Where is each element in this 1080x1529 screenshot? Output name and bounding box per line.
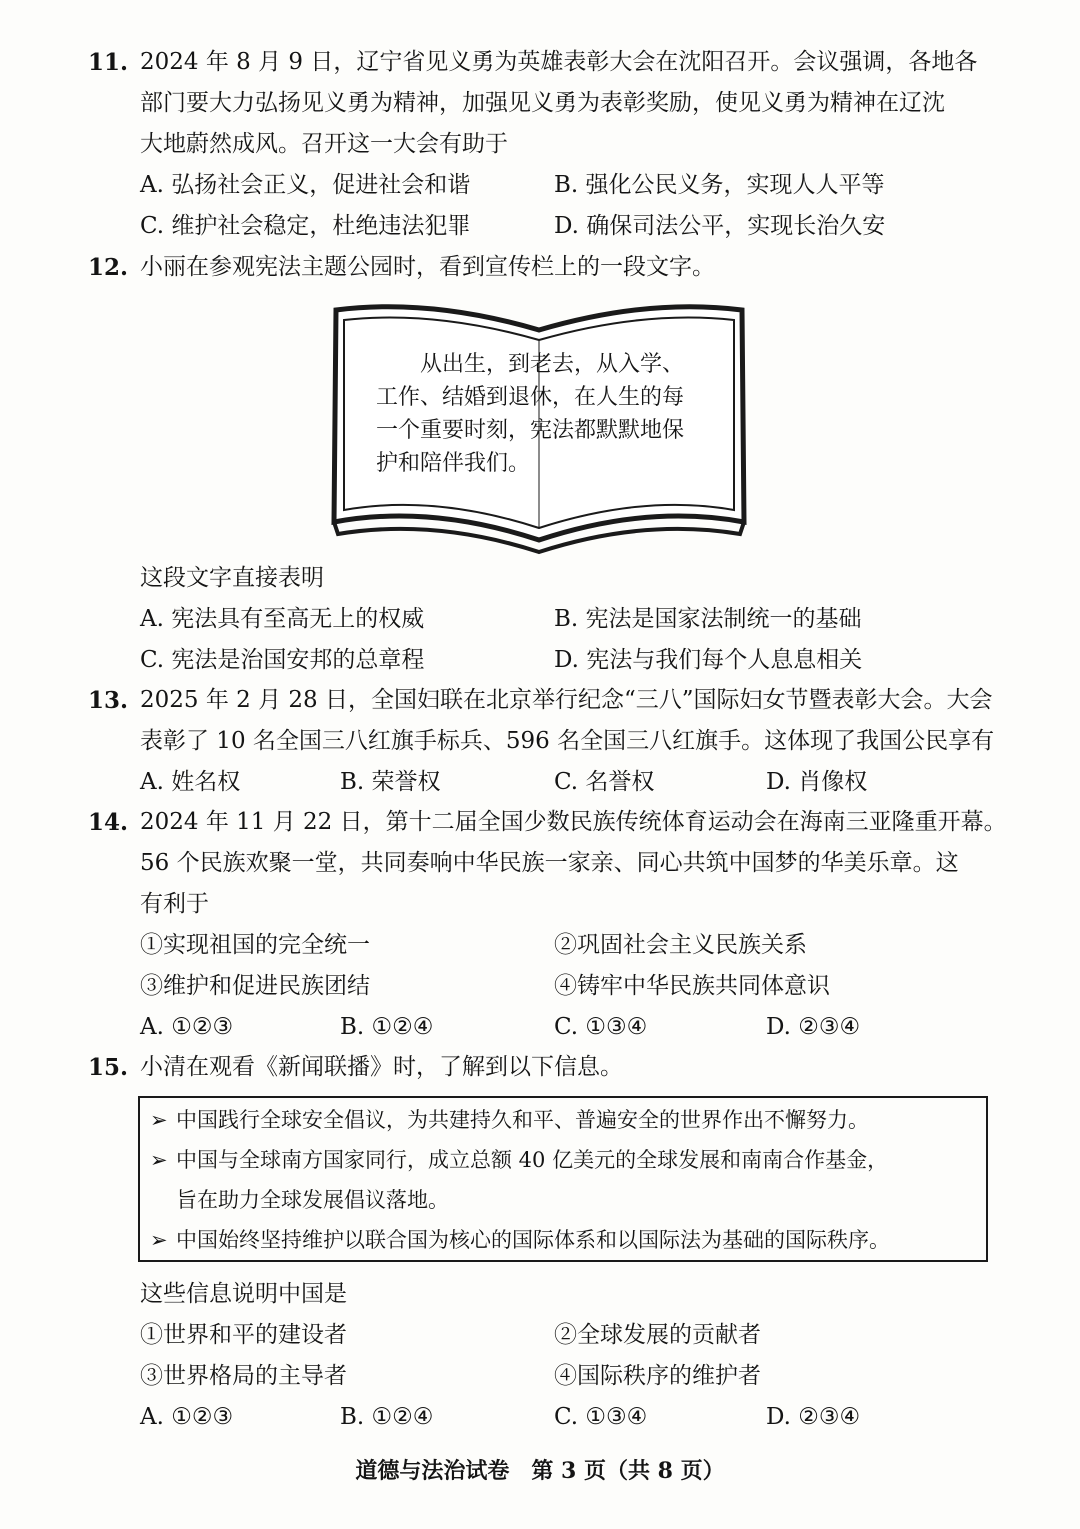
stem-line: 小丽在参观宪法主题公园时，看到宣传栏上的一段文字。 [140, 254, 715, 280]
stem-line: 2025 年 2 月 28 日，全国妇联在北京举行纪念“三八”国际妇女节暨表彰大会。大会 [140, 687, 993, 713]
option-a[interactable]: A. 姓名权 [140, 769, 241, 795]
stem-line: 这段文字直接表明 [140, 565, 324, 591]
option-b[interactable]: B. 强化公民义务，实现人人平等 [554, 172, 885, 198]
question-stem [140, 42, 1008, 165]
stem-line: 部门要大力弘扬见义勇为精神，加强见义勇为表彰奖励，使见义勇为精神在辽沈 [140, 90, 945, 116]
option-b[interactable]: B. ①②④ [340, 1014, 434, 1040]
question-number: 15. [88, 1054, 129, 1081]
arrow-bullet-icon: ➢ [150, 1148, 168, 1172]
option-b[interactable]: B. ①②④ [340, 1404, 434, 1430]
question-14 [88, 802, 1008, 1048]
quote-line: 护和陪伴我们。 [376, 451, 531, 476]
option-c[interactable]: C. ①③④ [554, 1404, 648, 1430]
option-c[interactable]: C. 名誉权 [554, 769, 655, 795]
question-11 [88, 42, 1008, 247]
question-number: 11. [88, 49, 129, 76]
stem-line: 56 个民族欢聚一堂，共同奏响中华民族一家亲、同心共筑中国梦的华美乐章。这 [140, 850, 959, 876]
question-number: 12. [88, 254, 129, 281]
quote-line: 工作、结婚到退休，在人生的每 [376, 385, 685, 410]
stem-line: 有利于 [140, 891, 209, 917]
question-12 [88, 247, 1008, 288]
quote-line: 从出生，到老去，从入学、 [376, 352, 685, 377]
statement-1: ①世界和平的建设者 [140, 1322, 347, 1348]
statement-3: ③世界格局的主导者 [140, 1363, 347, 1389]
option-b[interactable]: B. 宪法是国家法制统一的基础 [554, 606, 862, 632]
news-info-box [138, 1096, 988, 1262]
option-b[interactable]: B. 荣誉权 [340, 769, 441, 795]
info-line: 中国与全球南方国家同行，成立总额 40 亿美元的全球发展和南南合作基金， [176, 1148, 889, 1172]
stem-line: 大地蔚然成风。召开这一大会有助于 [140, 131, 508, 157]
arrow-bullet-icon: ➢ [150, 1228, 168, 1252]
options [140, 762, 1008, 803]
stem-line: 2024 年 8 月 9 日，辽宁省见义勇为英雄表彰大会在沈阳召开。会议强调，各地各 [140, 49, 978, 75]
stem-line: 表彰了 10 名全国三八红旗手标兵、596 名全国三八红旗手。这体现了我国公民享有 [140, 728, 995, 754]
stem-line: 2024 年 11 月 22 日，第十二届全国少数民族传统体育运动会在海南三亚隆重开幕。 [140, 809, 1007, 835]
option-d[interactable]: D. ②③④ [766, 1404, 861, 1430]
option-a[interactable]: A. ①②③ [140, 1404, 234, 1430]
option-a[interactable]: A. 弘扬社会正义，促进社会和谐 [140, 172, 471, 198]
option-d[interactable]: D. 确保司法公平，实现长治久安 [554, 213, 886, 239]
info-line: 中国践行全球安全倡议，为共建持久和平、普遍安全的世界作出不懈努力。 [176, 1108, 869, 1132]
statement-1: ①实现祖国的完全统一 [140, 932, 370, 958]
book-quote [376, 348, 710, 480]
question-12-stem [88, 558, 1008, 681]
statements [140, 1315, 1008, 1438]
info-line: 中国始终坚持维护以联合国为核心的国际体系和以国际法为基础的国际秩序。 [176, 1228, 890, 1252]
statement-3: ③维护和促进民族团结 [140, 973, 370, 999]
page-footer: 道德与法治试卷 第 3 页（共 8 页） [355, 1458, 725, 1484]
option-a[interactable]: A. 宪法具有至高无上的权威 [140, 606, 425, 632]
question-15 [88, 1047, 1008, 1088]
statement-4: ④国际秩序的维护者 [554, 1363, 761, 1389]
options [140, 599, 1008, 681]
option-c[interactable]: C. 维护社会稳定，杜绝违法犯罪 [140, 213, 471, 239]
arrow-bullet-icon: ➢ [150, 1108, 168, 1132]
question-15-stem [88, 1274, 1008, 1438]
question-number: 14. [88, 809, 129, 836]
option-c[interactable]: C. 宪法是治国安邦的总章程 [140, 647, 425, 673]
statements [140, 925, 1008, 1048]
statement-2: ②全球发展的贡献者 [554, 1322, 761, 1348]
quote-line: 一个重要时刻，宪法都默默地保 [376, 418, 685, 443]
options [140, 165, 1008, 247]
statement-2: ②巩固社会主义民族关系 [554, 932, 807, 958]
stem-line: 这些信息说明中国是 [140, 1281, 347, 1307]
option-d[interactable]: D. 宪法与我们每个人息息相关 [554, 647, 863, 673]
stem-line: 小清在观看《新闻联播》时，了解到以下信息。 [140, 1054, 623, 1080]
info-line: 旨在助力全球发展倡议落地。 [176, 1188, 449, 1212]
question-13 [88, 680, 1008, 803]
option-a[interactable]: A. ①②③ [140, 1014, 234, 1040]
statement-4: ④铸牢中华民族共同体意识 [554, 973, 830, 999]
question-number: 13. [88, 687, 129, 714]
option-d[interactable]: D. ②③④ [766, 1014, 861, 1040]
option-d[interactable]: D. 肖像权 [766, 769, 868, 795]
option-c[interactable]: C. ①③④ [554, 1014, 648, 1040]
